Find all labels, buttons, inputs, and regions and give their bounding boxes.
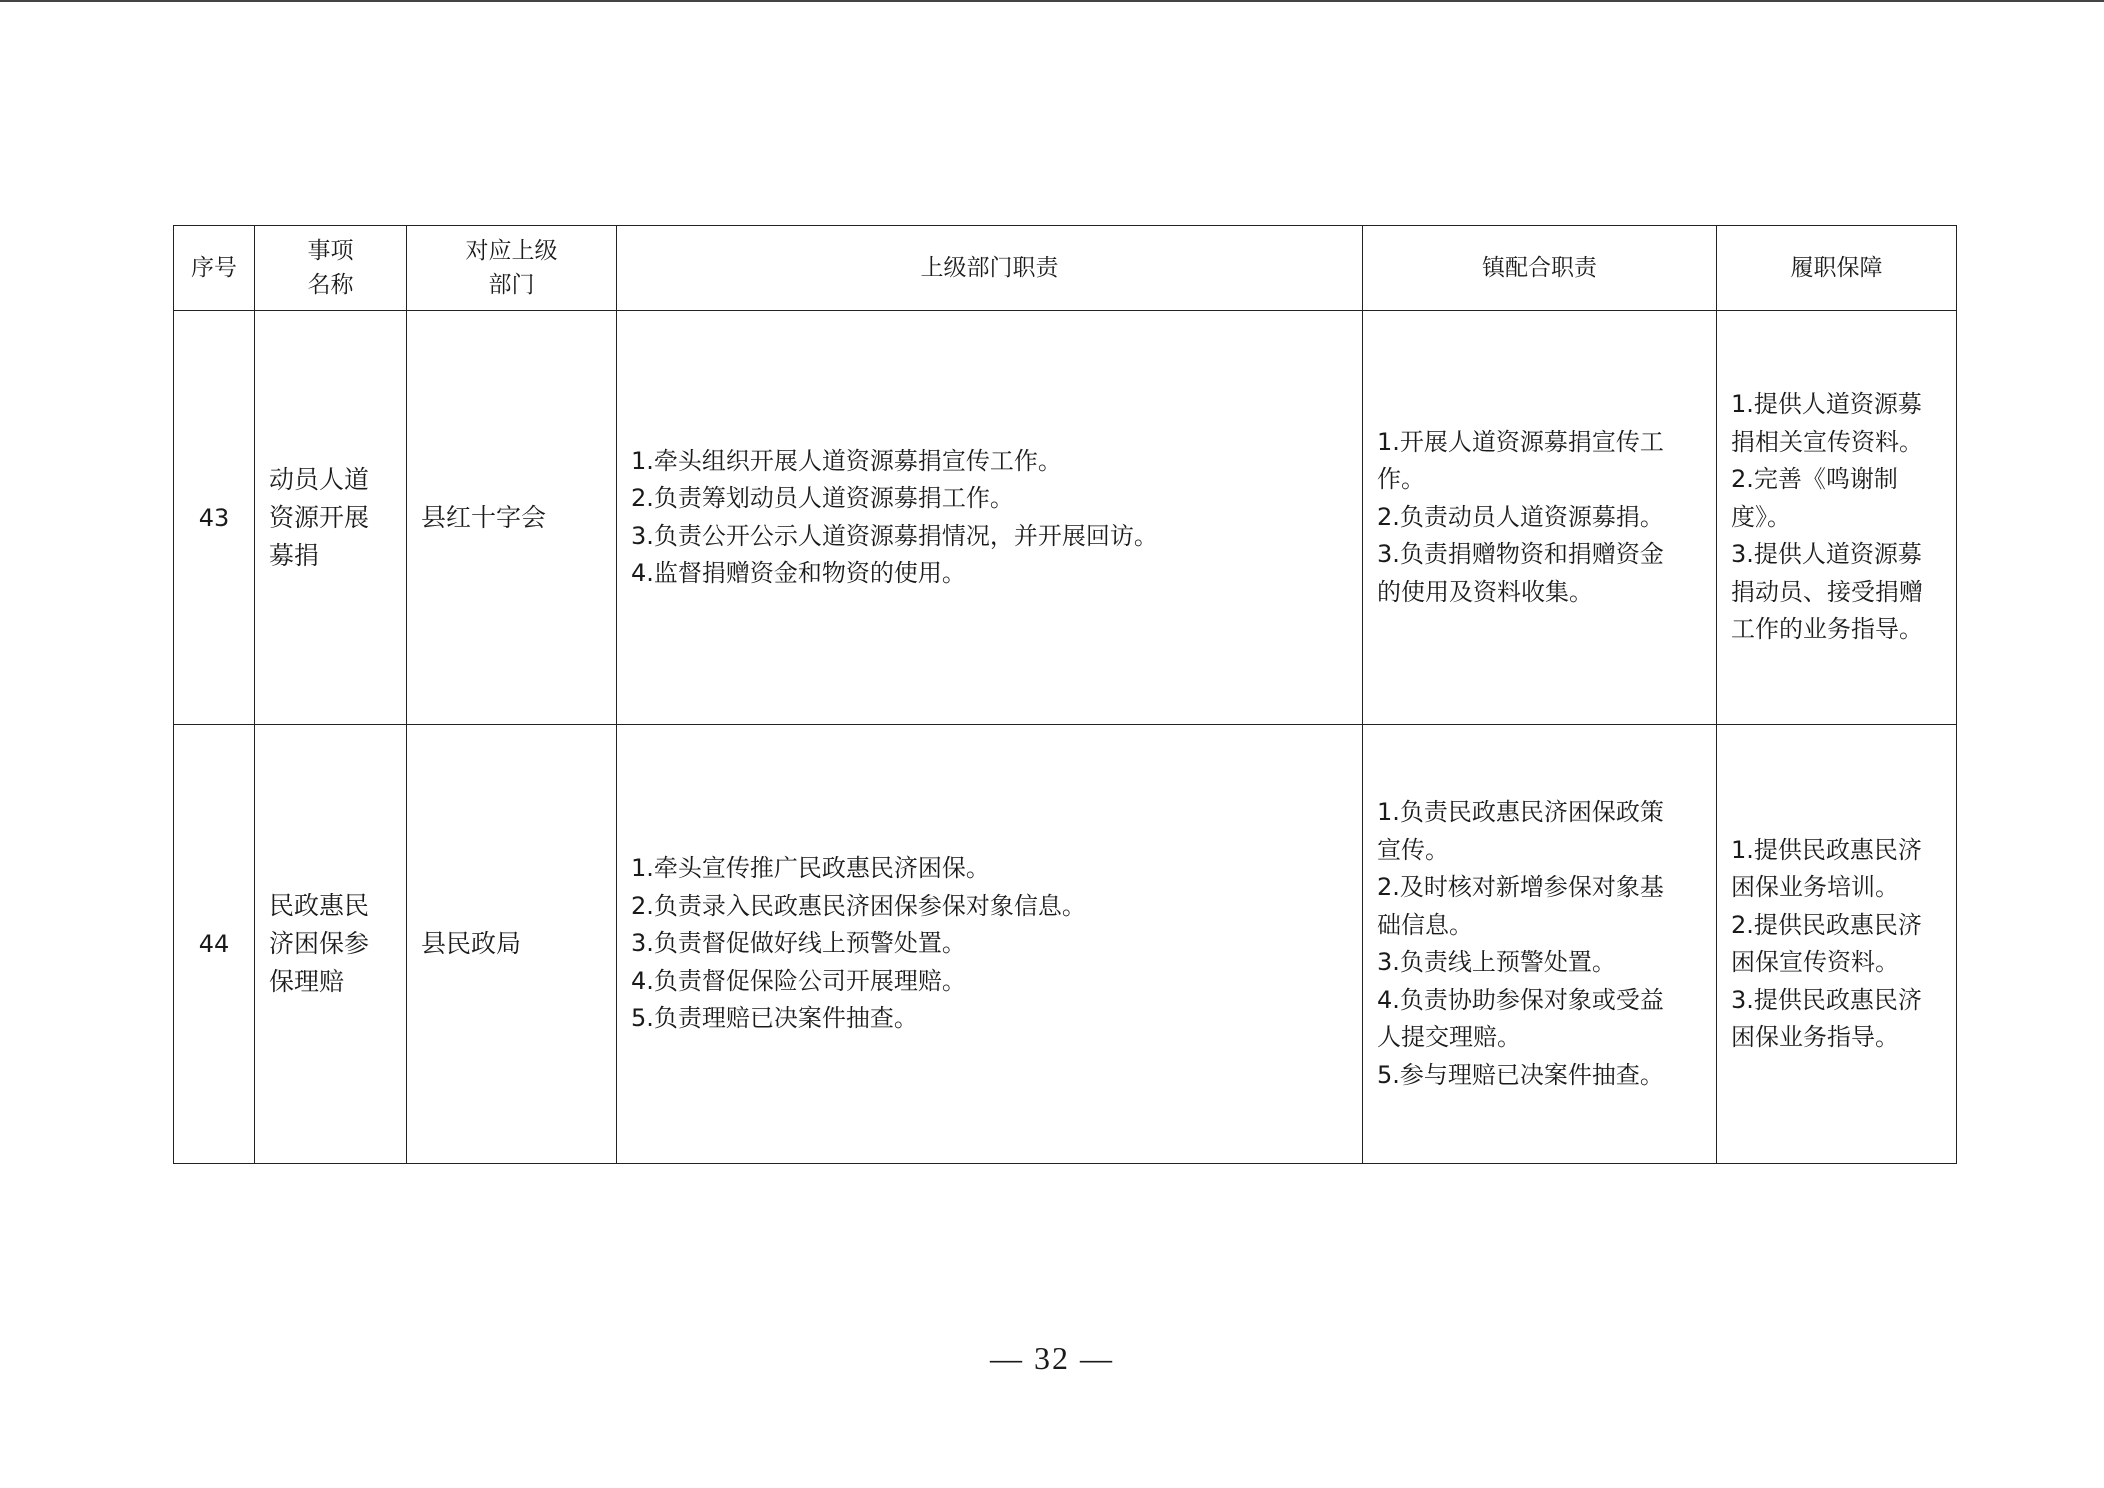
duty-line: 础信息。 (1377, 910, 1473, 939)
cell-upper-duties (617, 725, 1363, 1164)
duty-line: 4.负责督促保险公司开展理赔。 (631, 966, 966, 995)
guarantee-line: 捐动员、接受捐赠 (1731, 577, 1923, 606)
duty-line: 人提交理赔。 (1377, 1023, 1521, 1051)
guarantee-line: 2.完善《鸣谢制 (1731, 465, 1898, 494)
guarantee-line: 度》。 (1731, 502, 1791, 531)
cell-seq: 43 (174, 311, 255, 725)
cell-upper-dept: 县民政局 (407, 725, 617, 1164)
cell-item-name (255, 725, 407, 1164)
duty-line: 2.负责动员人道资源募捐。 (1377, 502, 1664, 531)
guarantee-line: 工作的业务指导。 (1731, 615, 1923, 644)
header-item-name (255, 226, 407, 311)
table-header-row (174, 226, 1957, 311)
header-seq: 序号 (174, 226, 255, 311)
duty-line: 4.监督捐赠资金和物资的使用。 (631, 559, 966, 587)
header-upper-dept (407, 226, 617, 311)
duty-line: 2.及时核对新增参保对象基 (1377, 873, 1664, 901)
guarantee-line: 1.提供民政惠民济 (1731, 835, 1922, 864)
cell-seq: 44 (174, 725, 255, 1164)
cell-upper-duties (617, 311, 1363, 725)
guarantee-line: 1.提供人道资源募 (1731, 390, 1922, 419)
page-number: — 32 — (990, 1340, 1114, 1376)
top-border-rule (0, 0, 2104, 2)
header-town-duties: 镇配合职责 (1363, 226, 1717, 311)
guarantee-line: 困保宣传资料。 (1731, 948, 1899, 976)
cell-town-duties (1363, 725, 1717, 1164)
guarantee-line: 3.提供人道资源募 (1731, 540, 1922, 569)
item-name-line: 资源开展 (269, 502, 370, 532)
duty-line: 1.牵头宣传推广民政惠民济困保。 (631, 854, 990, 883)
table-row (174, 725, 1957, 1164)
cell-upper-dept: 县红十字会 (407, 311, 617, 725)
header-upper-duties: 上级部门职责 (617, 226, 1363, 311)
table-row (174, 311, 1957, 725)
header-line: 名称 (307, 272, 354, 298)
duty-line: 2.负责录入民政惠民济困保参保对象信息。 (631, 891, 1086, 920)
cell-guarantee (1717, 311, 1957, 725)
duty-line: 宣传。 (1377, 835, 1449, 864)
item-name-line: 济困保参 (269, 929, 370, 958)
guarantee-line: 3.提供民政惠民济 (1731, 985, 1922, 1014)
cell-guarantee (1717, 725, 1957, 1164)
duty-line: 3.负责督促做好线上预警处置。 (631, 929, 966, 958)
cell-item-name (255, 311, 407, 725)
guarantee-line: 困保业务指导。 (1731, 1023, 1899, 1051)
duty-line: 1.负责民政惠民济困保政策 (1377, 798, 1664, 826)
guarantee-line: 捐相关宣传资料。 (1731, 427, 1923, 456)
guarantee-line: 2.提供民政惠民济 (1731, 910, 1922, 939)
duty-line: 2.负责筹划动员人道资源募捐工作。 (631, 484, 1014, 512)
header-line: 事项 (307, 238, 354, 264)
duty-line: 作。 (1377, 465, 1425, 494)
duty-line: 5.负责理赔已决案件抽查。 (631, 1004, 918, 1033)
duty-line: 1.开展人道资源募捐宣传工 (1377, 427, 1664, 456)
item-name-line: 保理赔 (269, 967, 345, 996)
duty-line: 4.负责协助参保对象或受益 (1377, 985, 1664, 1014)
header-guarantee: 履职保障 (1717, 226, 1957, 311)
duty-line: 3.负责公开公示人道资源募捐情况，并开展回访。 (631, 521, 1158, 550)
item-name-line: 募捐 (269, 540, 320, 570)
item-name-line: 动员人道 (269, 464, 370, 494)
duty-line: 3.负责线上预警处置。 (1377, 948, 1616, 976)
header-line: 对应上级 (465, 238, 558, 264)
item-name-line: 民政惠民 (269, 891, 370, 920)
duty-line: 5.参与理赔已决案件抽查。 (1377, 1060, 1664, 1089)
duty-line: 3.负责捐赠物资和捐赠资金 (1377, 540, 1664, 569)
cell-town-duties (1363, 311, 1717, 725)
guarantee-line: 困保业务培训。 (1731, 873, 1899, 901)
duty-table (173, 225, 1957, 1164)
header-line: 部门 (488, 272, 535, 298)
duty-line: 的使用及资料收集。 (1377, 577, 1593, 606)
duty-line: 1.牵头组织开展人道资源募捐宣传工作。 (631, 446, 1062, 475)
